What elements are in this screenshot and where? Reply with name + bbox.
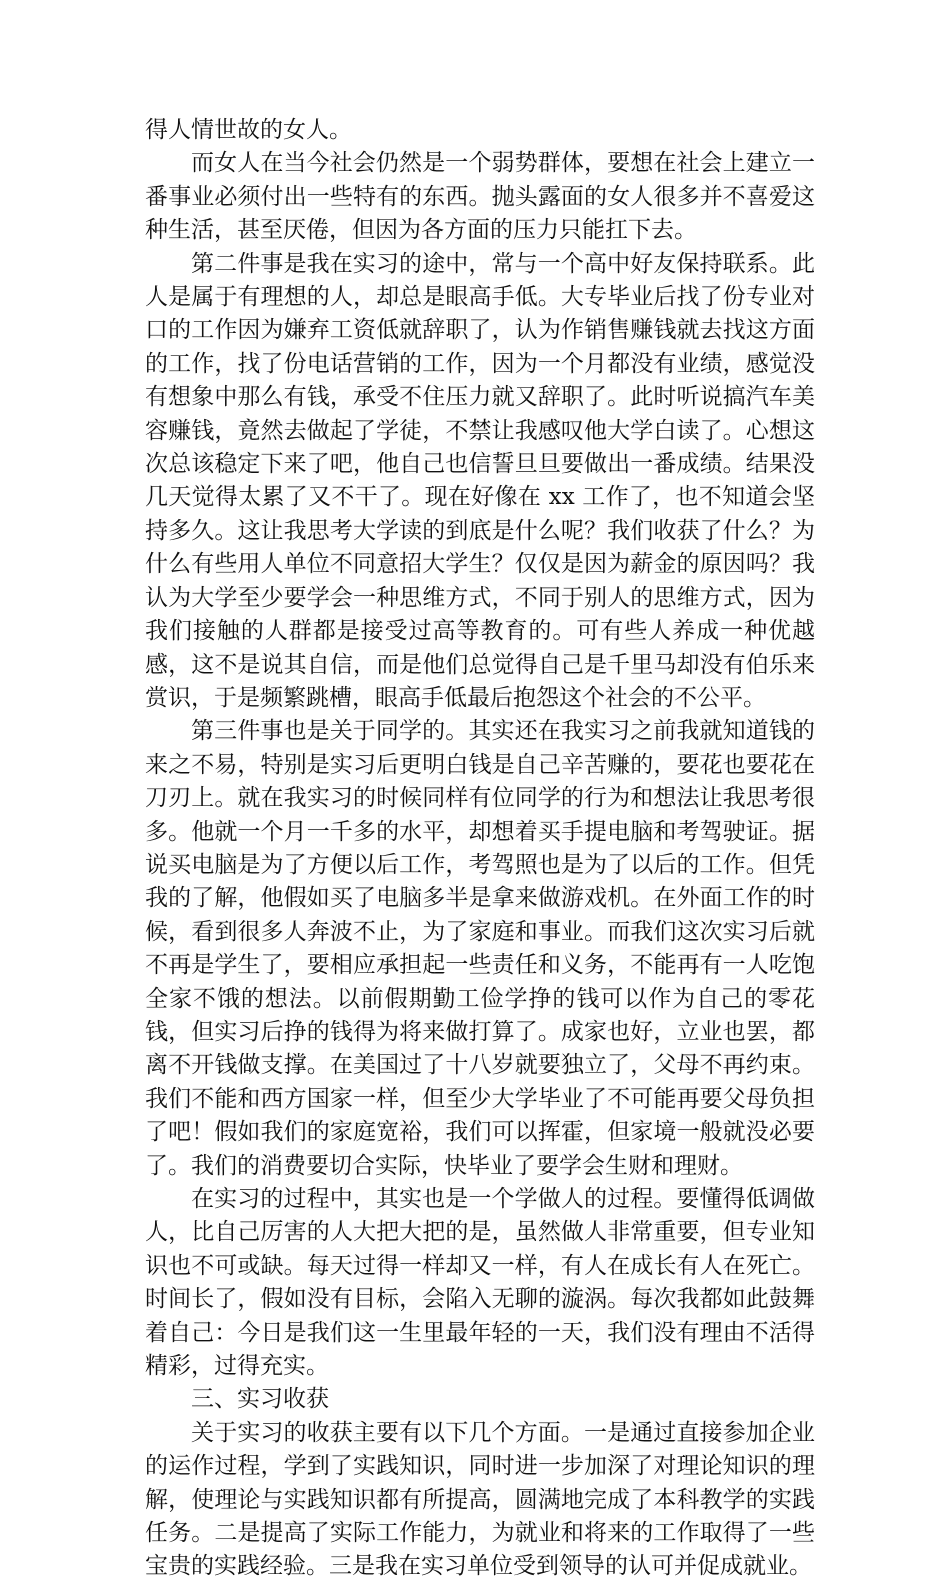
- paragraph-women-society: 而女人在当今社会仍然是一个弱势群体，要想在社会上建立一番事业必须付出一些特有的东西。抛头露面的女人很多并不喜爱这种生活，甚至厌倦，但因为各方面的压力只能扛下去。: [145, 150, 815, 244]
- section-heading: 三、实习收获: [191, 1386, 329, 1413]
- paragraph-internship-gains: 关于实习的收获主要有以下几个方面。一是通过直接参加企业的运作过程，学到了实践知识，同时进一步加深了对理论知识的理解，使理论与实践知识都有所提高，圆满地完成了本科教学的实践任务。二是提高了实际工作能力，为就业和将来的工作取得了一些宝贵的实践经验。三是我在实习单位受到领导的认可并促成就业。: [145, 1419, 815, 1580]
- document-page: [145, 114, 815, 1584]
- paragraph-continuation: 得人情世故的女人。: [145, 117, 352, 143]
- paragraph-learning-to-be-human: 在实习的过程中，其实也是一个学做人的过程。要懂得低调做人，比自己厉害的人大把大把的是，虽然做人非常重要，但专业知识也不可或缺。每天过得一样却又一样，有人在成长有人在死亡。时间长了，假如没有目标，会陷入无聊的漩涡。每次我都如此鼓舞着自己：今日是我们这一生里最年轻的一天，我们没有理由不活得精彩，过得充实。: [145, 1186, 815, 1380]
- paragraph-third-story: 第三件事也是关于同学的。其实还在我实习之前我就知道钱的来之不易，特别是实习后更明白钱是自己辛苦赚的，要花也要花在刀刃上。就在我实习的时候同样有位同学的行为和想法让我思考很多。他就一个月一千多的水平，却想着买手提电脑和考驾驶证。据说买电脑是为了方便以后工作，考驾照也是为了以后的工作。但凭我的了解，他假如买了电脑多半是拿来做游戏机。在外面工作的时候，看到很多人奔波不止，为了家庭和事业。而我们这次实习后就不再是学生了，要相应承担起一些责任和义务，不能再有一人吃饱全家不饿的想法。以前假期勤工俭学挣的钱可以作为自己的零花钱，但实习后挣的钱得为将来做打算了。成家也好，立业也罢，都离不开钱做支撑。在美国过了十八岁就要独立了，父母不再约束。我们不能和西方国家一样，但至少大学毕业了不可能再要父母负担了吧！假如我们的家庭宽裕，我们可以挥霍，但家境一般就没必要了。我们的消费要切合实际，快毕业了要学会生财和理财。: [145, 718, 815, 1179]
- paragraph-second-story: 第二件事是我在实习的途中，常与一个高中好友保持联系。此人是属于有理想的人，却总是眼高手低。大专毕业后找了份专业对口的工作因为嫌弃工资低就辞职了，认为作销售赚钱就去找这方面的工作，找了份电话营销的工作，因为一个月都没有业绩，感觉没有想象中那么有钱，承受不住压力就又辞职了。此时听说搞汽车美容赚钱，竟然去做起了学徒，不禁让我感叹他大学白读了。心想这次总该稳定下来了吧，他自己也信誓旦旦要做出一番成绩。结果没几天觉得太累了又不干了。现在好像在 xx 工作了，也不知道会坚持多久。这让我思考大学读的到底是什么呢？我们收获了什么？为什么有些用人单位不同意招大学生？仅仅是因为薪金的原因吗？我认为大学至少要学会一种思维方式，不同于别人的思维方式，因为我们接触的人群都是接受过高等教育的。可有些人养成一种优越感，这不是说其自信，而是他们总觉得自己是千里马却没有伯乐来赏识，于是频繁跳槽，眼高手低最后抱怨这个社会的不公平。: [145, 250, 815, 711]
